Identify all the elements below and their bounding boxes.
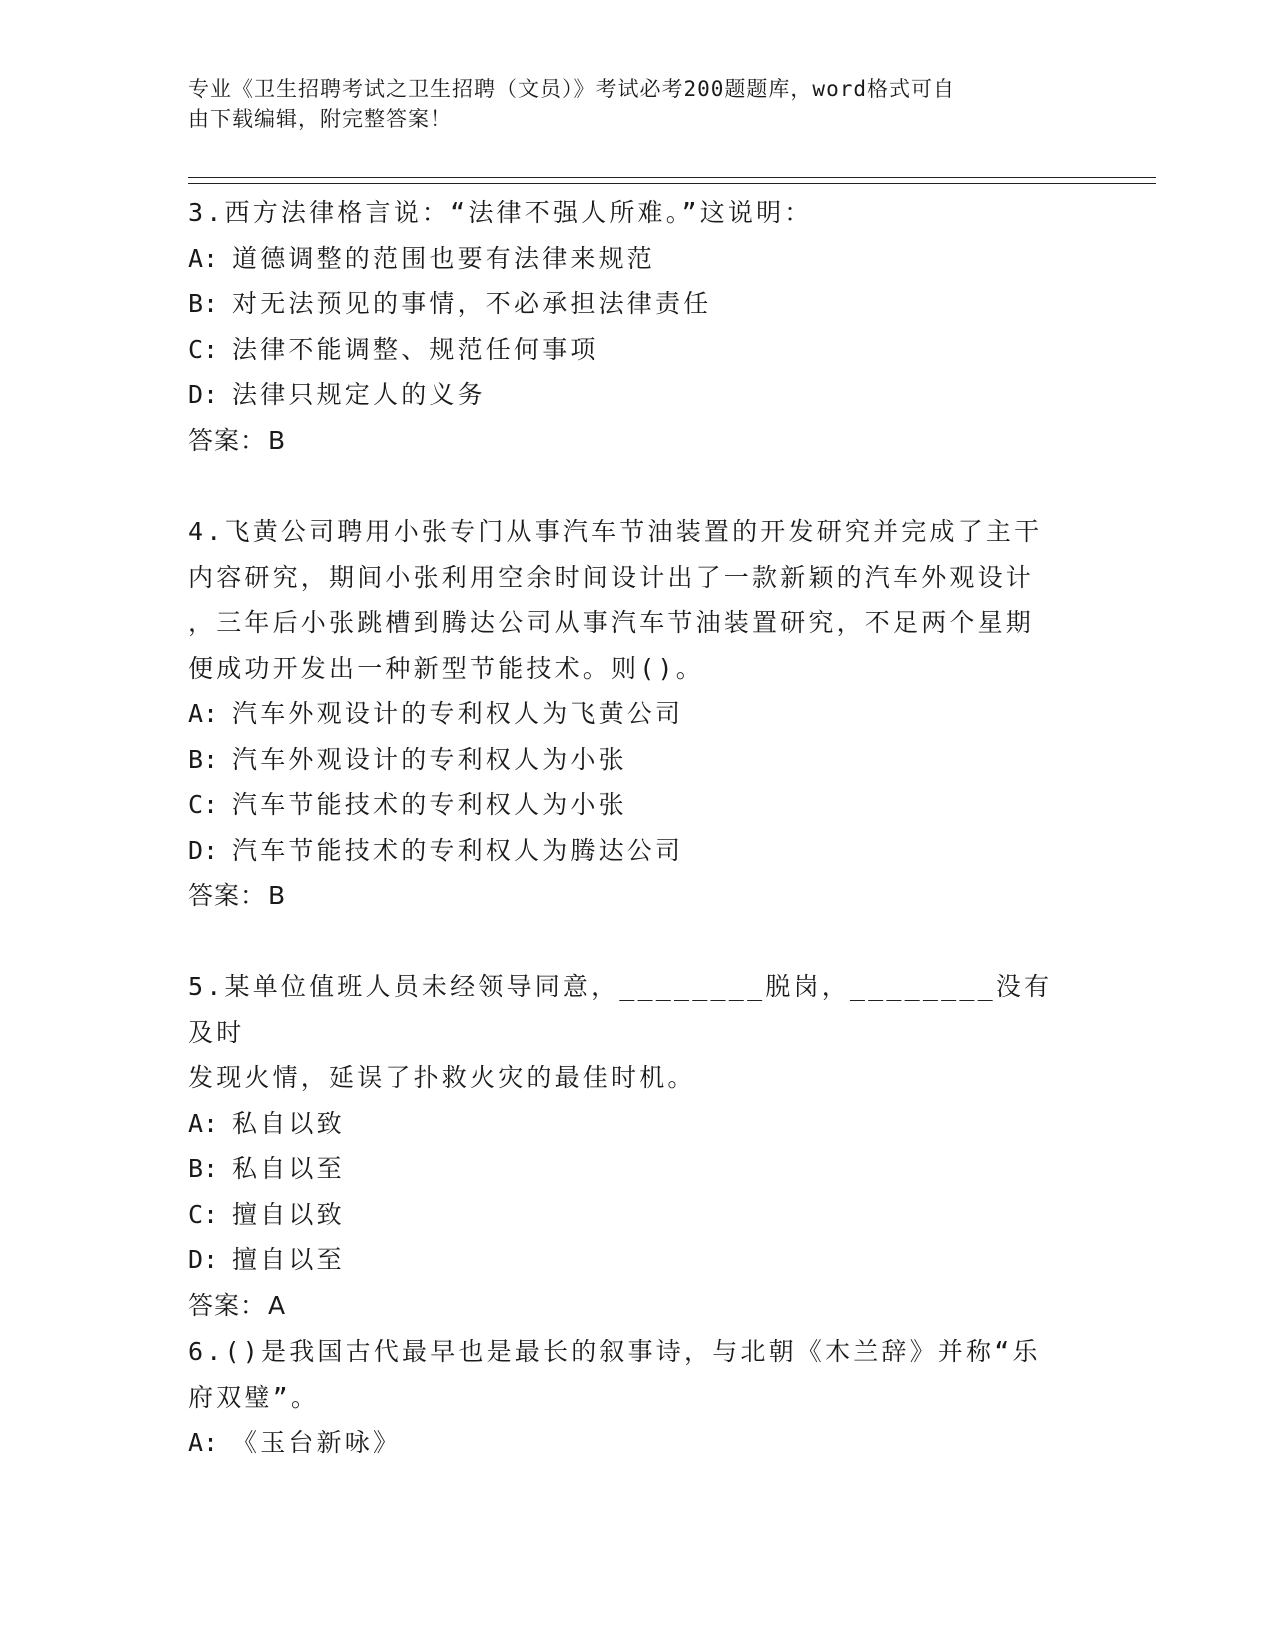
- option-text: 汽车外观设计的专利权人为小张: [232, 744, 627, 774]
- header-line-1: 专业《卫生招聘考试之卫生招聘（文员）》考试必考200题题库，word格式可自: [188, 77, 955, 101]
- option-key: A:: [188, 1428, 219, 1457]
- answer-value: A: [268, 1290, 287, 1320]
- option-text: 汽车外观设计的专利权人为飞黄公司: [232, 699, 684, 728]
- option-key: A:: [188, 243, 219, 273]
- stem-line: 发现火情，延误了扑救火灾的最佳时机。: [188, 1063, 696, 1092]
- option-b: [188, 737, 1068, 783]
- header-divider-top: [188, 177, 1156, 178]
- option-text: 法律不能调整、规范任何事项: [232, 334, 599, 364]
- answer-label: 答案：: [188, 425, 267, 455]
- answer-value: B: [268, 881, 287, 910]
- option-key: C:: [188, 334, 219, 364]
- question-stem: [188, 190, 1068, 236]
- option-text: 擅自以至: [232, 1245, 345, 1274]
- question-4: [188, 509, 1068, 919]
- question-6: [188, 1329, 1068, 1466]
- option-key: C:: [188, 1199, 219, 1229]
- answer-label: 答案：: [188, 1290, 267, 1320]
- stem-line: 3.西方法律格言说：“法律不强人所难。”这说明：: [188, 198, 813, 227]
- question-3: [188, 190, 1068, 463]
- option-c: [188, 782, 1068, 828]
- stem-line: 便成功开发出一种新型节能技术。则()。: [188, 653, 704, 683]
- option-key: A:: [188, 699, 219, 728]
- answer-line: [188, 418, 1068, 464]
- option-key: B:: [188, 1154, 219, 1183]
- option-c: [188, 1192, 1068, 1238]
- option-c: [188, 327, 1068, 373]
- option-a: [188, 236, 1068, 282]
- answer-line: [188, 1283, 1068, 1329]
- question-stem: [188, 509, 1068, 691]
- option-key: A:: [188, 1108, 219, 1138]
- option-text: 对无法预见的事情，不必承担法律责任: [232, 289, 712, 318]
- answer-value: B: [268, 425, 287, 455]
- header-divider-bottom: [188, 183, 1156, 184]
- option-text: 私自以至: [232, 1154, 345, 1183]
- document-header: [188, 74, 1068, 134]
- stem-line: 内容研究，期间小张利用空余时间设计出了一款新颖的汽车外观设计: [188, 562, 1035, 592]
- option-key: D:: [188, 835, 219, 865]
- stem-line: 6.()是我国古代最早也是最长的叙事诗，与北朝《木兰辞》并称“乐: [188, 1337, 1041, 1366]
- option-d: [188, 1237, 1068, 1283]
- option-text: 法律只规定人的义务: [232, 380, 486, 409]
- question-stem: [188, 1329, 1068, 1420]
- option-d: [188, 372, 1068, 418]
- option-text: 私自以致: [232, 1108, 345, 1138]
- question-5: [188, 964, 1068, 1328]
- option-key: B:: [188, 289, 219, 318]
- stem-line: 4.飞黄公司聘用小张专门从事汽车节油装置的开发研究并完成了主干: [188, 517, 1043, 546]
- option-key: C:: [188, 790, 219, 819]
- stem-line: 5.某单位值班人员未经领导同意，________脱岗，________没有及时: [188, 972, 1053, 1047]
- stem-line: ，三年后小张跳槽到腾达公司从事汽车节油装置研究，不足两个星期: [188, 608, 1035, 637]
- header-line-2: 由下载编辑，附完整答案！: [188, 107, 452, 131]
- option-d: [188, 828, 1068, 874]
- option-a: [188, 691, 1068, 737]
- option-text: 擅自以致: [232, 1199, 345, 1229]
- option-a: [188, 1420, 1068, 1466]
- answer-line: [188, 873, 1068, 919]
- option-a: [188, 1101, 1068, 1147]
- option-text: 汽车节能技术的专利权人为腾达公司: [232, 835, 684, 865]
- option-key: D:: [188, 1245, 219, 1274]
- option-key: B:: [188, 744, 219, 774]
- stem-line: 府双璧”。: [188, 1382, 320, 1412]
- option-key: D:: [188, 380, 219, 409]
- answer-label: 答案：: [188, 881, 267, 910]
- question-stem: [188, 964, 1068, 1101]
- option-text: 道德调整的范围也要有法律来规范: [232, 243, 656, 273]
- option-text: 《玉台新咏》: [232, 1428, 402, 1457]
- option-b: [188, 281, 1068, 327]
- option-text: 汽车节能技术的专利权人为小张: [232, 790, 627, 819]
- option-b: [188, 1146, 1068, 1192]
